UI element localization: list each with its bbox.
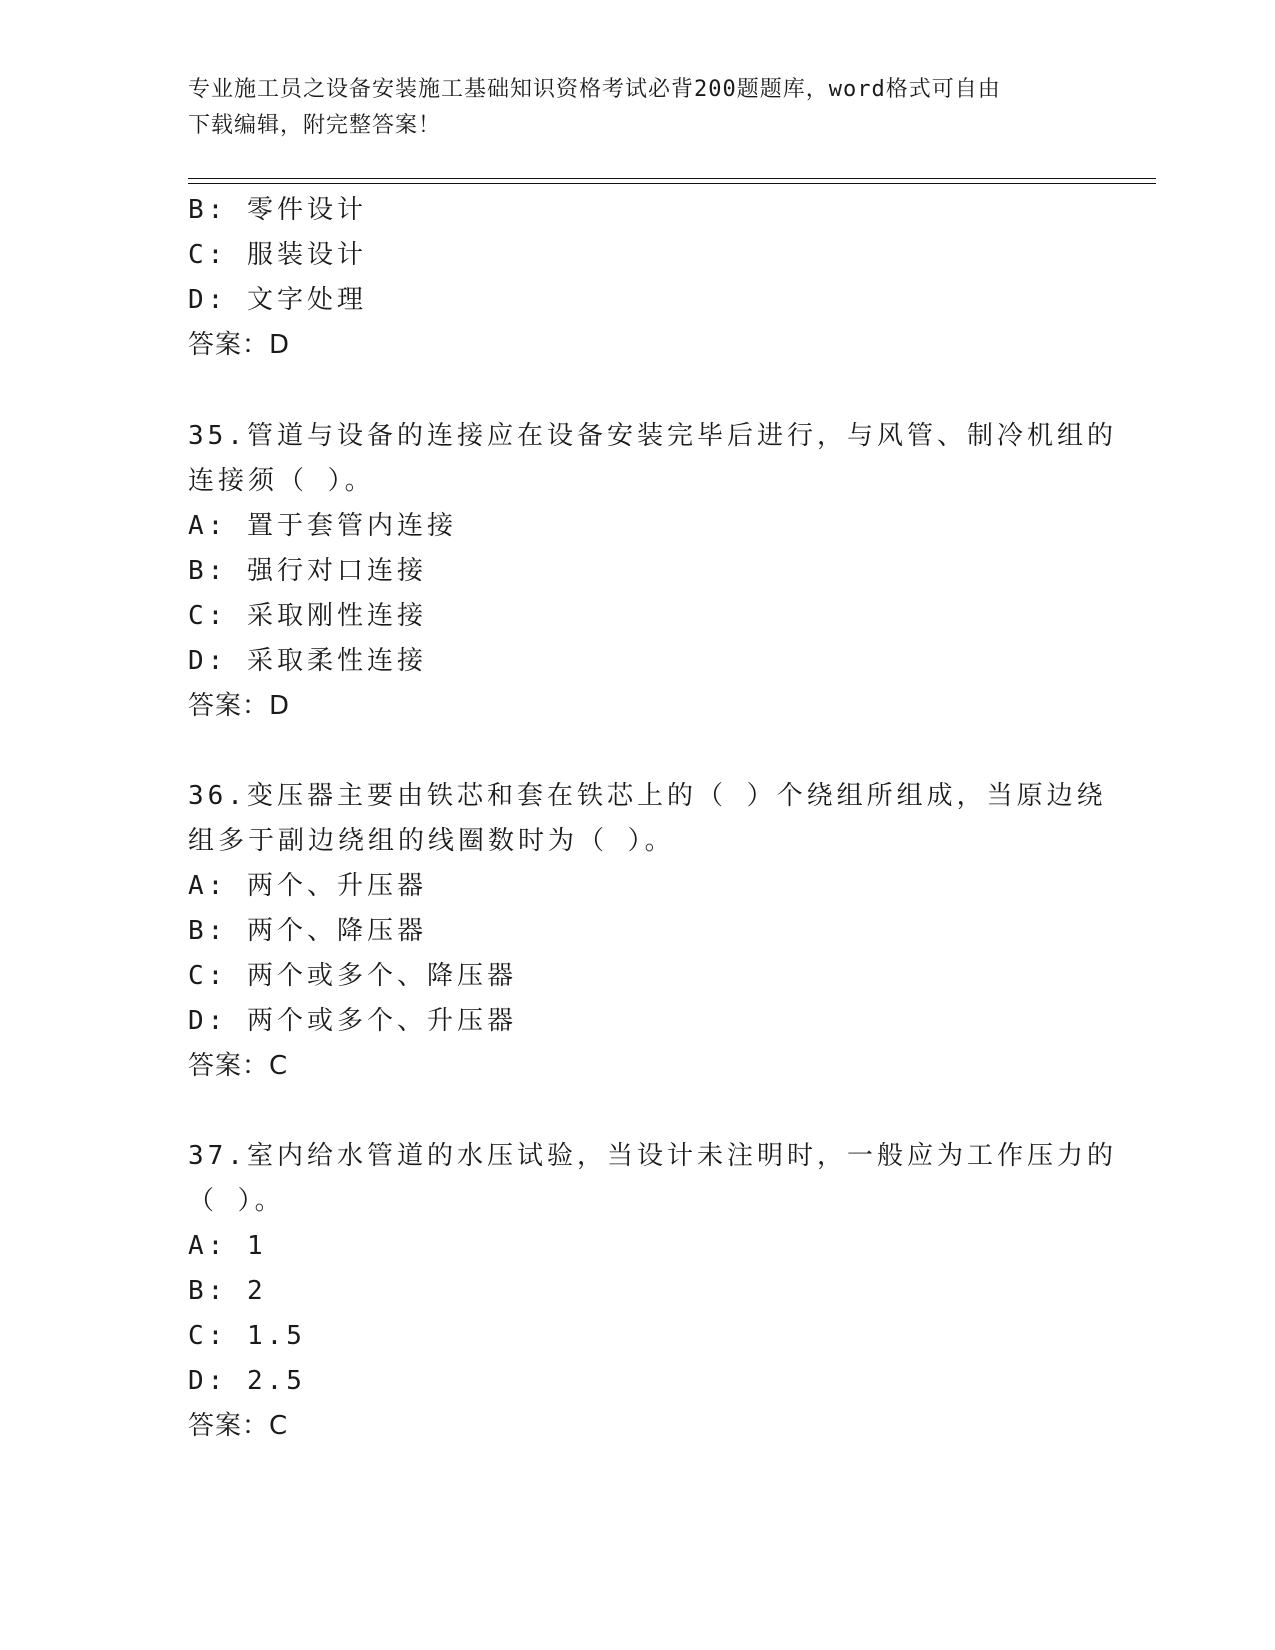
- q35-stem-line-2: 连接须（ ）。: [188, 466, 375, 496]
- q35-option-b: B: 强行对口连接: [188, 556, 427, 586]
- q37-answer: 答案：C: [188, 1411, 289, 1441]
- q36-stem-line-2: 组多于副边绕组的线圈数时为（ ）。: [188, 826, 675, 856]
- q35-option-d: D: 采取柔性连接: [188, 646, 427, 676]
- q36-stem-line-1: 36.变压器主要由铁芯和套在铁芯上的（ ）个绕组所组成，当原边绕: [188, 781, 1107, 811]
- q36-option-a: A: 两个、升压器: [188, 871, 427, 901]
- q37-option-c: C: 1.5: [188, 1321, 306, 1351]
- q36-option-b: B: 两个、降压器: [188, 916, 427, 946]
- q37-option-a: A: 1: [188, 1231, 267, 1261]
- prev-option-b: B: 零件设计: [188, 195, 367, 225]
- header-divider-top: [188, 178, 1156, 179]
- q37-stem-line-2: （ ）。: [188, 1186, 285, 1216]
- q36-option-c: C: 两个或多个、降压器: [188, 961, 517, 991]
- prev-answer: 答案：D: [188, 330, 291, 360]
- q36-option-d: D: 两个或多个、升压器: [188, 1006, 517, 1036]
- prev-option-c: C: 服装设计: [188, 240, 367, 270]
- q35-option-c: C: 采取刚性连接: [188, 601, 427, 631]
- document-header: [188, 72, 1068, 144]
- header-line-1: 专业施工员之设备安装施工基础知识资格考试必背200题题库，word格式可自由: [188, 77, 1001, 102]
- q36-answer: 答案：C: [188, 1051, 289, 1081]
- prev-option-d: D: 文字处理: [188, 285, 367, 315]
- header-divider-bottom: [188, 183, 1156, 184]
- q35-option-a: A: 置于套管内连接: [188, 511, 457, 541]
- header-line-2: 下载编辑，附完整答案！: [188, 113, 442, 138]
- q35-stem-line-1: 35.管道与设备的连接应在设备安装完毕后进行，与风管、制冷机组的: [188, 421, 1117, 451]
- q37-stem-line-1: 37.室内给水管道的水压试验，当设计未注明时，一般应为工作压力的: [188, 1141, 1117, 1171]
- q37-option-b: B: 2: [188, 1276, 267, 1306]
- q35-answer: 答案：D: [188, 691, 291, 721]
- q37-option-d: D: 2.5: [188, 1366, 306, 1396]
